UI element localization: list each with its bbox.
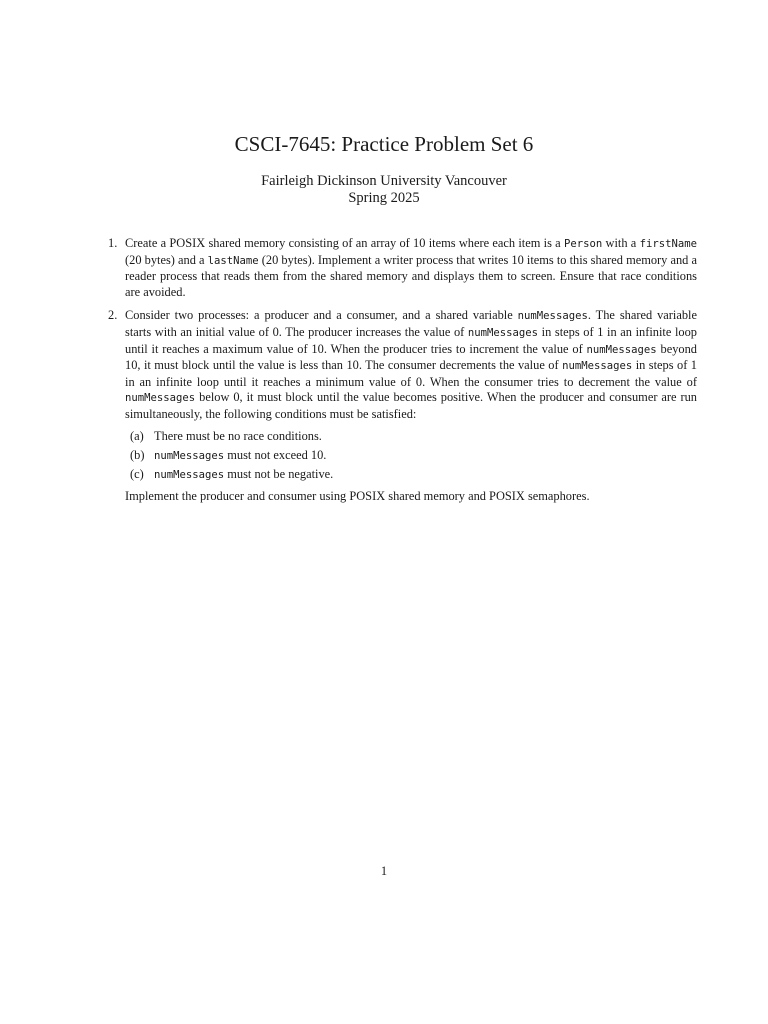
- condition-list: [125, 429, 697, 486]
- inline-code: numMessages: [467, 326, 539, 339]
- inline-code: lastName: [207, 254, 259, 267]
- text-run: (20 bytes). Implement a writer process that writes 10 items to this shared memory and a reader process that reads them from the shared memory and displays them to screen. Ensure that race conditions are avoided.: [125, 252, 697, 299]
- page-title: CSCI-7645: Practice Problem Set 6: [234, 132, 534, 156]
- condition-item: [125, 448, 697, 467]
- inline-code: firstName: [639, 238, 697, 250]
- condition-label: (c): [130, 466, 144, 481]
- semester: Spring 2025: [348, 190, 420, 206]
- page-number: 1: [380, 864, 388, 878]
- text-run: (20 bytes) and a: [125, 252, 208, 267]
- inline-code: numMessages: [517, 310, 588, 323]
- condition-item: [125, 467, 697, 486]
- text-run: Create a POSIX shared memory consisting of an array of 10 items where each item is a: [125, 236, 564, 250]
- inline-code: numMessages: [125, 392, 196, 405]
- inline-code: numMessages: [562, 360, 633, 373]
- problem-closing: Implement the producer and consumer using POSIX shared memory and POSIX semaphores.: [125, 488, 590, 503]
- text-run: . The shared variable starts with an initial value of 0. The producer increases the value of: [125, 308, 697, 339]
- problem-number: 2.: [108, 308, 118, 323]
- condition-text: [154, 448, 326, 462]
- problem-2: [100, 308, 697, 504]
- text-run: must not exceed 10.: [224, 447, 327, 462]
- condition-text: [154, 467, 333, 481]
- problem-text: [125, 308, 697, 422]
- problem-list: [100, 236, 697, 512]
- condition-label: (b): [130, 447, 145, 462]
- text-run: below 0, it must block until the value becomes positive. When the producer and consumer are run simultaneously, the following conditions must be satisfied:: [125, 390, 697, 421]
- affiliation: Fairleigh Dickinson University Vancouver: [261, 173, 507, 189]
- problem-text: [125, 236, 697, 300]
- condition-label: (a): [130, 428, 144, 443]
- condition-text: [154, 429, 322, 443]
- condition-item: [125, 429, 697, 448]
- inline-code: numMessages: [154, 449, 225, 462]
- problem-number: 1.: [108, 236, 118, 250]
- text-run: Consider two processes: a producer and a consumer, and a shared variable: [125, 308, 518, 323]
- inline-code: Person: [563, 238, 603, 250]
- inline-code: numMessages: [154, 468, 225, 481]
- text-run: must not be negative.: [224, 466, 334, 481]
- problem-1: [100, 236, 697, 300]
- text-run: beyond 10, it must block until the value is less than 10. The consumer decrements the value of: [125, 341, 698, 373]
- text-run: There must be no race conditions.: [154, 428, 322, 443]
- inline-code: numMessages: [586, 343, 657, 356]
- text-run: in steps of 1 in an infinite loop until it reaches a minimum value of 0. When the consumer tries to decrement the value of: [125, 358, 698, 389]
- text-run: with a: [602, 236, 640, 250]
- text-run: in steps of 1 in an infinite loop until it reaches a maximum value of 10. When the producer tries to increment the value of: [125, 324, 697, 356]
